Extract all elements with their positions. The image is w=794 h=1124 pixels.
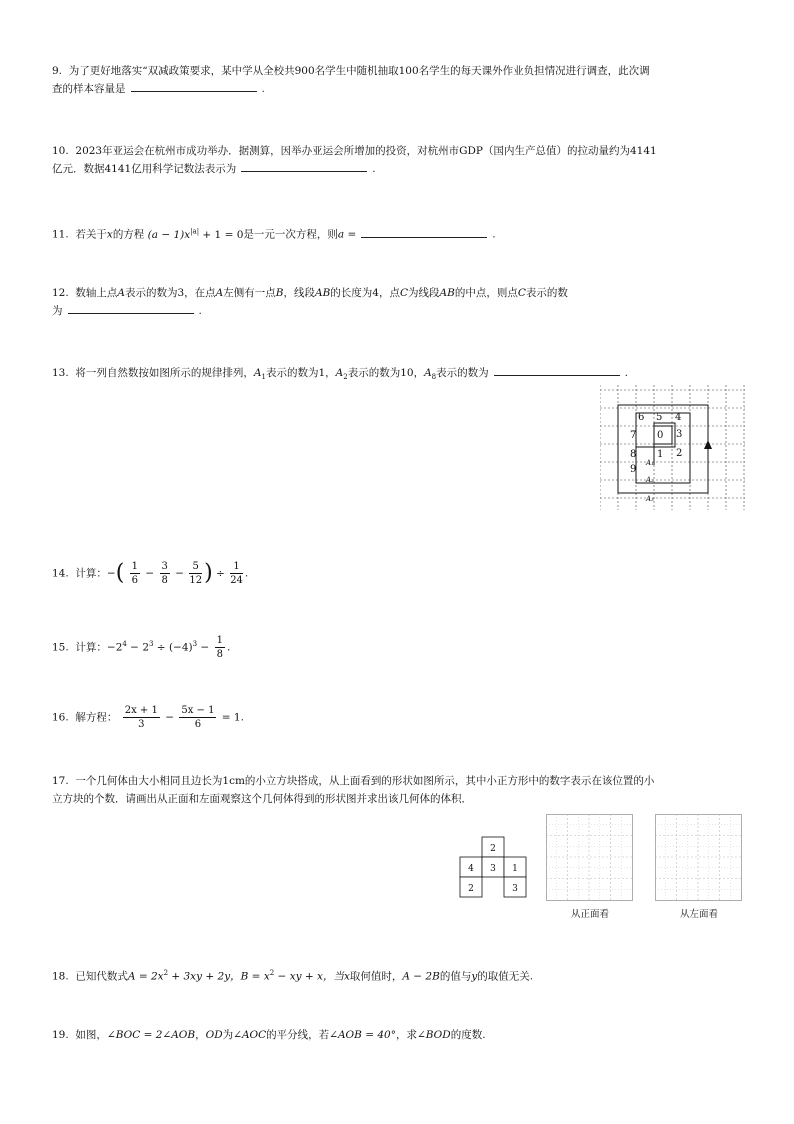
top-view-grid bbox=[458, 836, 530, 900]
spiral-label: 9 bbox=[630, 464, 637, 475]
answer-blank-13[interactable] bbox=[494, 364, 620, 376]
answer-blank-12[interactable] bbox=[68, 302, 194, 314]
answer-blank-9[interactable] bbox=[131, 80, 257, 92]
grid-cell: 2 bbox=[490, 844, 496, 854]
spiral-label: 7 bbox=[630, 430, 637, 441]
question-13: 13. 将一列自然数按如图所示的规律排列，$A_1$表示的数为1，$A_2$表示的数为10，$A_8$表示的数为 . bbox=[52, 364, 628, 386]
question-18: 18. 已知代数式$A = 2x^2 + 3xy + 2y$，$B = x^2$ − xy + x，当x取何值时，A − 2B的值与y的取值无关. bbox=[52, 969, 534, 983]
spiral-label: 6 bbox=[638, 412, 645, 423]
question-9: 9. 为了更好地落实“双减政策要求，某中学从全校共900名学生中随机抽取100名学生的每天课外作业负担情况进行调查，此次调 查的样本容量是 . bbox=[52, 65, 650, 95]
answer-blank-10[interactable] bbox=[241, 160, 367, 172]
spiral-label: 1 bbox=[657, 449, 664, 460]
question-10: 10. 2023年亚运会在杭州市成功举办．据测算，因举办亚运会所增加的投资，对杭州市GDP（国内生产总值）的拉动量约为4141 亿元．数据4141亿用科学记数法表示为 . bbox=[52, 145, 657, 175]
fraction: $\frac{5}{12}$ bbox=[189, 561, 203, 586]
fraction: $\frac{2x + 1}{3}$ bbox=[124, 705, 158, 730]
fraction: $\frac{1}{8}$ bbox=[216, 635, 223, 660]
spiral-label: 8 bbox=[630, 449, 637, 460]
spiral-label: 3 bbox=[676, 429, 683, 440]
spiral-label: A₁ bbox=[646, 459, 654, 467]
question-14: 14. 计算：−( $\frac{1}{6}$ − $\frac{3}{8}$ − $\frac{5}{12}$ ) ÷ $\frac{1}{24}$ . bbox=[52, 560, 249, 586]
grid-cell: 3 bbox=[490, 864, 496, 874]
grid-cell: 3 bbox=[512, 884, 518, 894]
fraction: $\frac{1}{6}$ bbox=[131, 561, 139, 586]
grid-cell: 1 bbox=[512, 864, 518, 874]
question-12: 12. 数轴上点A表示的数为3，在点A左侧有一点B，线段AB的长度为4，点C为线段AB的中点，则点C表示的数 为 . bbox=[52, 287, 568, 317]
front-view-drawing-grid[interactable] bbox=[546, 814, 634, 902]
question-11: 11. 若关于x的方程 $(a - 1)x^{|a|} + 1 = 0$是一元一次方程，则a = . bbox=[52, 227, 496, 241]
equation: $(a - 1)x^{|a|} + 1 = 0$ bbox=[147, 227, 244, 241]
grid-cell: 4 bbox=[468, 864, 474, 874]
fraction: $\frac{1}{24}$ bbox=[230, 561, 243, 586]
spiral-label: 5 bbox=[656, 412, 663, 423]
front-view-label: 从正面看 bbox=[570, 909, 609, 920]
spiral-label: A₂ bbox=[646, 476, 654, 484]
question-19: 19. 如图，∠BOC = 2∠AOB，OD为∠AOC的平分线，若∠AOB = 40°，求∠BOD的度数. bbox=[52, 1029, 486, 1041]
left-view-label: 从左面看 bbox=[679, 909, 718, 920]
spiral-label: 4 bbox=[675, 412, 682, 423]
spiral-label: 2 bbox=[676, 448, 683, 459]
left-view-drawing-grid[interactable] bbox=[655, 814, 743, 902]
fraction: $\frac{5x - 1}{6}$ bbox=[181, 705, 215, 730]
spiral-figure bbox=[600, 385, 745, 510]
question-15: 15. 计算：$-2^4 - 2^3 \div (-4)^3$ − $\frac{1}{8}$ . bbox=[52, 635, 231, 660]
fraction: $\frac{3}{8}$ bbox=[161, 561, 168, 586]
question-17: 17. 一个几何体由大小相同且边长为1cm的小立方块搭成，从上面看到的形状如图所示，其中小正方形中的数字表示在该位置的小 立方块的个数．请画出从正面和左面观察这个几何体得到的形状图并求出该几何体的体积． bbox=[52, 775, 655, 805]
grid-cell: 2 bbox=[468, 884, 474, 894]
question-16: 16. 解方程： $\frac{2x + 1}{3}$ − $\frac{5x - 1}{6}$ = 1. bbox=[52, 705, 244, 730]
spiral-label: 0 bbox=[657, 430, 664, 441]
answer-blank-11[interactable] bbox=[361, 226, 487, 238]
spiral-label: A₃ bbox=[646, 495, 654, 503]
